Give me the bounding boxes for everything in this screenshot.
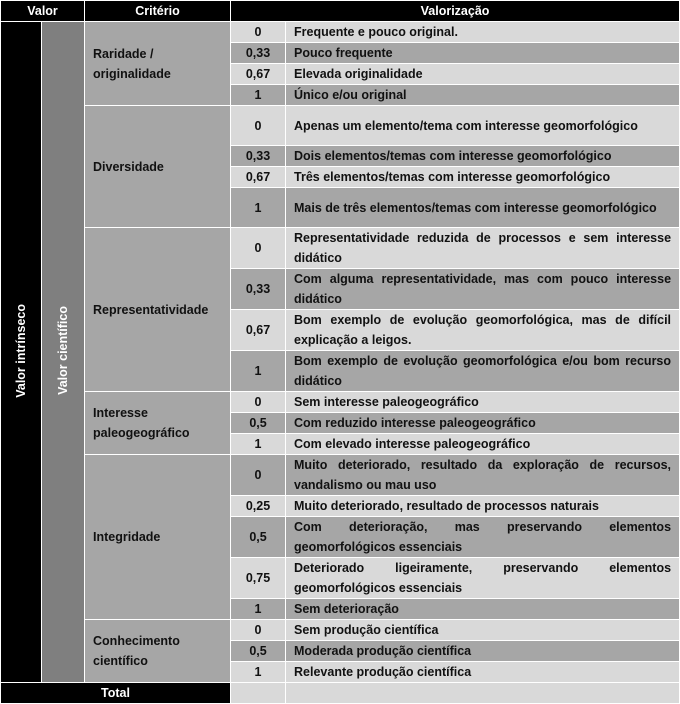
score-cell: 0,33 (231, 269, 286, 310)
score-cell: 0 (231, 106, 286, 146)
header-valorizacao: Valorização (231, 1, 680, 22)
score-cell: 0,33 (231, 146, 286, 167)
description-cell: Pouco frequente (286, 43, 680, 64)
description-cell: Com deterioração, mas preservando elementos geomorfológicos essenciais (286, 517, 680, 558)
score-cell: 0 (231, 620, 286, 641)
score-cell: 0,75 (231, 558, 286, 599)
criterio-cell: Conhecimento científico (85, 620, 231, 683)
description-cell: Moderada produção científica (286, 641, 680, 662)
criterio-cell: Raridade / originalidade (85, 22, 231, 106)
description-cell: Deteriorado ligeiramente, preservando elementos geomorfológicos essenciais (286, 558, 680, 599)
valor-cientifico-label: Valor científico (56, 306, 70, 395)
score-cell: 0,67 (231, 310, 286, 351)
score-cell: 1 (231, 599, 286, 620)
description-cell: Dois elementos/temas com interesse geomorfológico (286, 146, 680, 167)
score-cell: 1 (231, 434, 286, 455)
score-cell: 0 (231, 392, 286, 413)
header-valor: Valor (1, 1, 85, 22)
score-cell: 1 (231, 85, 286, 106)
description-cell: Com elevado interesse paleogeográfico (286, 434, 680, 455)
description-cell: Bom exemplo de evolução geomorfológica, mas de difícil explicação a leigos. (286, 310, 680, 351)
valor-intrinseco-cell (1, 22, 42, 683)
description-cell: Mais de três elementos/temas com interesse geomorfológico (286, 188, 680, 228)
description-cell: Com alguma representatividade, mas com pouco interesse didático (286, 269, 680, 310)
score-cell: 0,5 (231, 517, 286, 558)
description-cell: Elevada originalidade (286, 64, 680, 85)
description-cell: Único e/ou original (286, 85, 680, 106)
criterio-cell: Interesse paleogeográfico (85, 392, 231, 455)
description-cell: Com reduzido interesse paleogeográfico (286, 413, 680, 434)
score-cell: 0,67 (231, 64, 286, 85)
description-cell: Relevante produção científica (286, 662, 680, 683)
criterio-cell: Representatividade (85, 228, 231, 392)
score-cell: 0,5 (231, 641, 286, 662)
valor-cientifico-cell (42, 22, 85, 683)
valor-intrinseco-label: Valor intrínseco (14, 303, 28, 398)
table-row (1, 620, 680, 641)
description-cell: Sem produção científica (286, 620, 680, 641)
description-cell: Representatividade reduzida de processos e sem interesse didático (286, 228, 680, 269)
table-row (1, 106, 680, 146)
score-cell: 0 (231, 228, 286, 269)
description-cell: Sem deterioração (286, 599, 680, 620)
total-score-cell (231, 683, 286, 704)
score-cell: 0 (231, 455, 286, 496)
criterio-cell: Integridade (85, 455, 231, 620)
description-cell: Bom exemplo de evolução geomorfológica e/ou bom recurso didático (286, 351, 680, 392)
header-criterio: Critério (85, 1, 231, 22)
total-label: Total (1, 683, 231, 704)
score-cell: 1 (231, 662, 286, 683)
description-cell: Muito deteriorado, resultado da exploração de recursos, vandalismo ou mau uso (286, 455, 680, 496)
description-cell: Apenas um elemento/tema com interesse geomorfológico (286, 106, 680, 146)
table-row (1, 22, 680, 43)
score-cell: 0,5 (231, 413, 286, 434)
score-cell: 0,25 (231, 496, 286, 517)
criterio-cell: Diversidade (85, 106, 231, 228)
table-row (1, 392, 680, 413)
score-cell: 1 (231, 351, 286, 392)
description-cell: Três elementos/temas com interesse geomorfológico (286, 167, 680, 188)
score-cell: 1 (231, 188, 286, 228)
table-body (1, 1, 680, 704)
table-row (1, 455, 680, 496)
score-cell: 0 (231, 22, 286, 43)
header-row (1, 1, 680, 22)
score-cell: 0,33 (231, 43, 286, 64)
table-row (1, 228, 680, 269)
total-row (1, 683, 680, 704)
description-cell: Sem interesse paleogeográfico (286, 392, 680, 413)
score-cell: 0,67 (231, 167, 286, 188)
total-description-cell (286, 683, 680, 704)
description-cell: Frequente e pouco original. (286, 22, 680, 43)
description-cell: Muito deteriorado, resultado de processos naturais (286, 496, 680, 517)
